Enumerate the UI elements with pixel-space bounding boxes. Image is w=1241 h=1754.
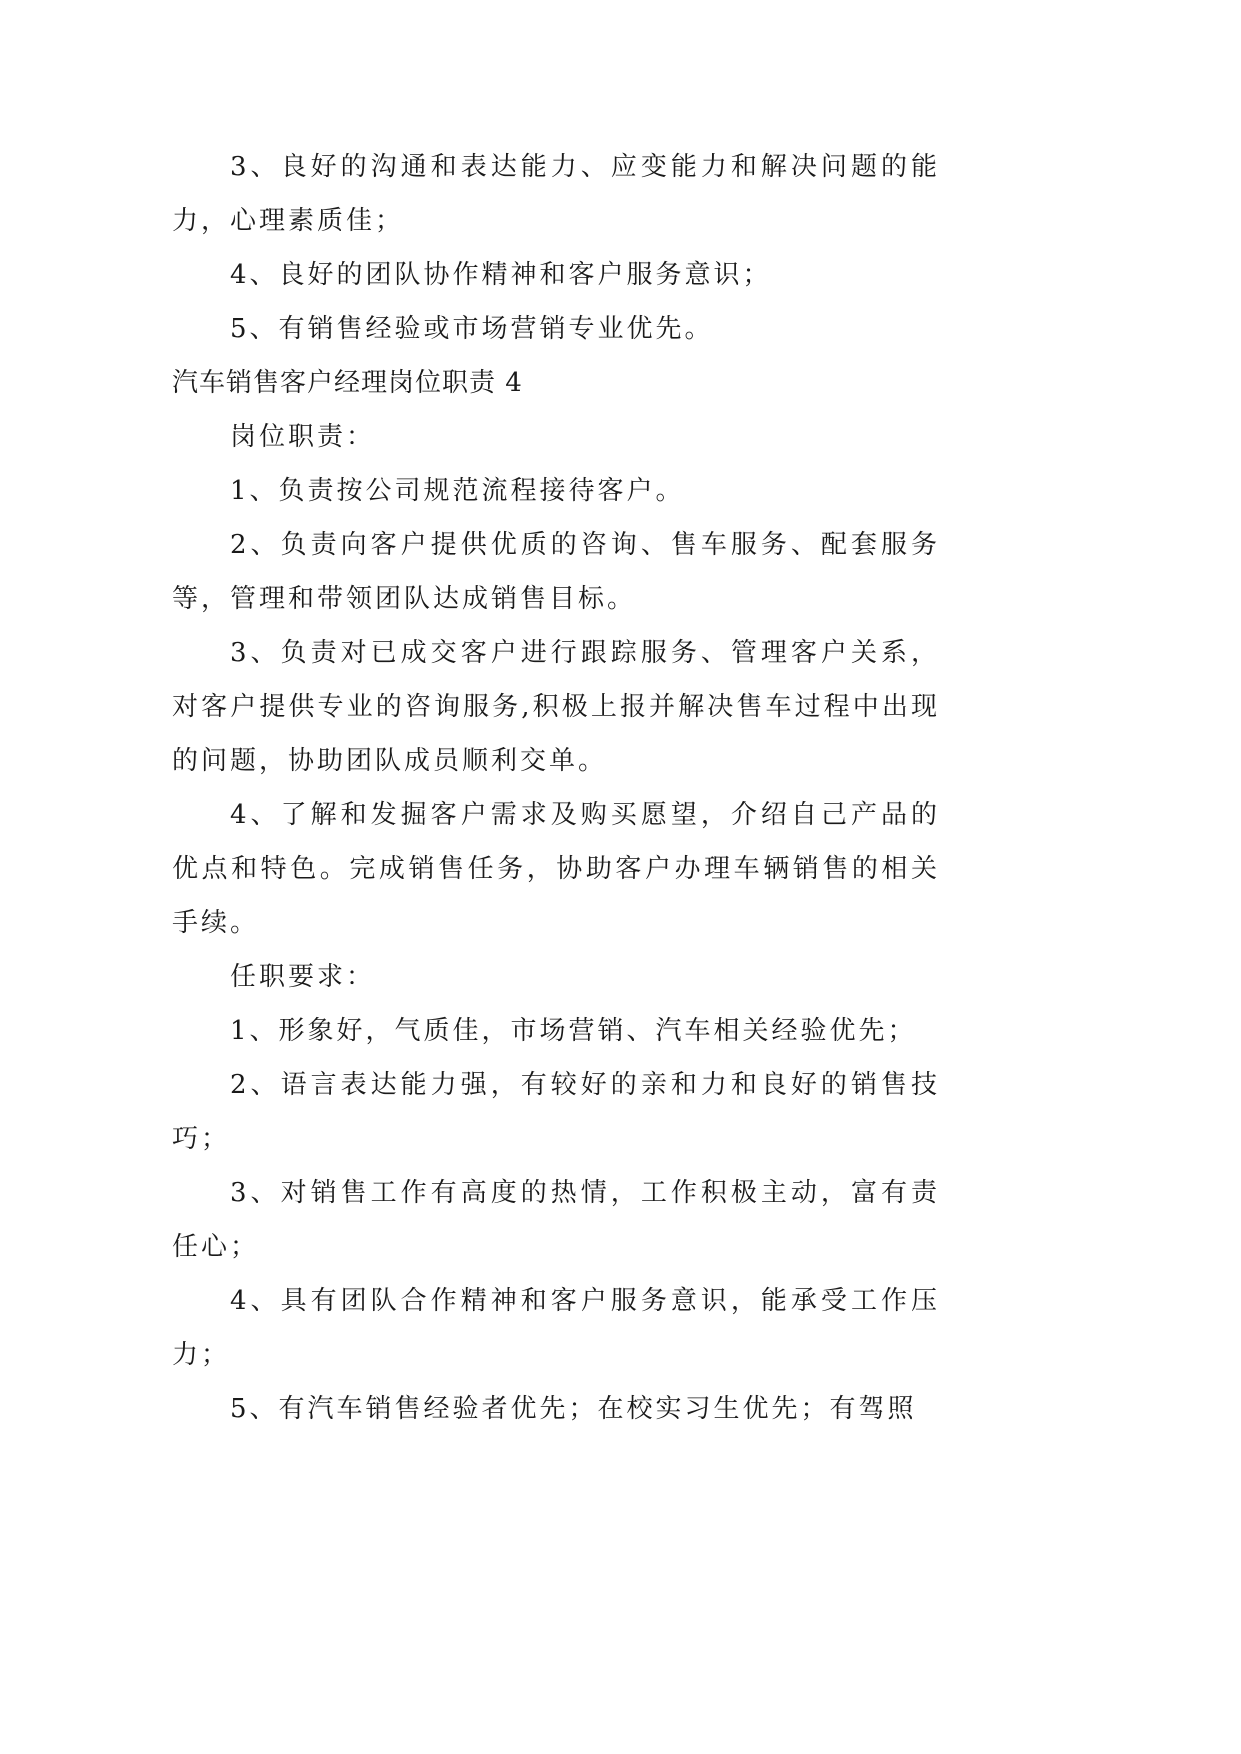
section-title: 汽车销售客户经理岗位职责 4: [172, 368, 523, 398]
intro-item-3: 3、良好的沟通和表达能力、应变能力和解决问题的能力，心理素质佳；: [172, 152, 940, 236]
document-body: [172, 140, 940, 1436]
intro-list: [172, 140, 940, 356]
requirement-item-2: 2、语言表达能力强，有较好的亲和力和良好的销售技巧；: [172, 1070, 940, 1154]
requirement-item-5: 5、有汽车销售经验者优先；在校实习生优先；有驾照: [230, 1394, 917, 1424]
requirements-section: [172, 950, 940, 1436]
duties-label: 岗位职责：: [230, 422, 376, 452]
intro-item-5: 5、有销售经验或市场营销专业优先。: [230, 314, 714, 344]
duty-item-3: 3、负责对已成交客户进行跟踪服务、管理客户关系，对客户提供专业的咨询服务,积极上报并解决售车过程中出现的问题，协助团队成员顺利交单。: [172, 638, 940, 776]
requirement-item-3: 3、对销售工作有高度的热情，工作积极主动，富有责任心；: [172, 1178, 940, 1262]
requirements-label: 任职要求：: [230, 962, 376, 992]
intro-item-4: 4、良好的团队协作精神和客户服务意识；: [230, 260, 772, 290]
duty-item-1: 1、负责按公司规范流程接待客户。: [230, 476, 685, 506]
requirement-item-4: 4、具有团队合作精神和客户服务意识，能承受工作压力；: [172, 1286, 940, 1370]
duty-item-2: 2、负责向客户提供优质的咨询、售车服务、配套服务等，管理和带领团队达成销售目标。: [172, 530, 940, 614]
duty-item-4: 4、了解和发掘客户需求及购买愿望，介绍自己产品的优点和特色。完成销售任务，协助客户办理车辆销售的相关手续。: [172, 800, 940, 938]
duties-section: [172, 410, 940, 950]
requirement-item-1: 1、形象好，气质佳，市场营销、汽车相关经验优先；: [230, 1016, 917, 1046]
